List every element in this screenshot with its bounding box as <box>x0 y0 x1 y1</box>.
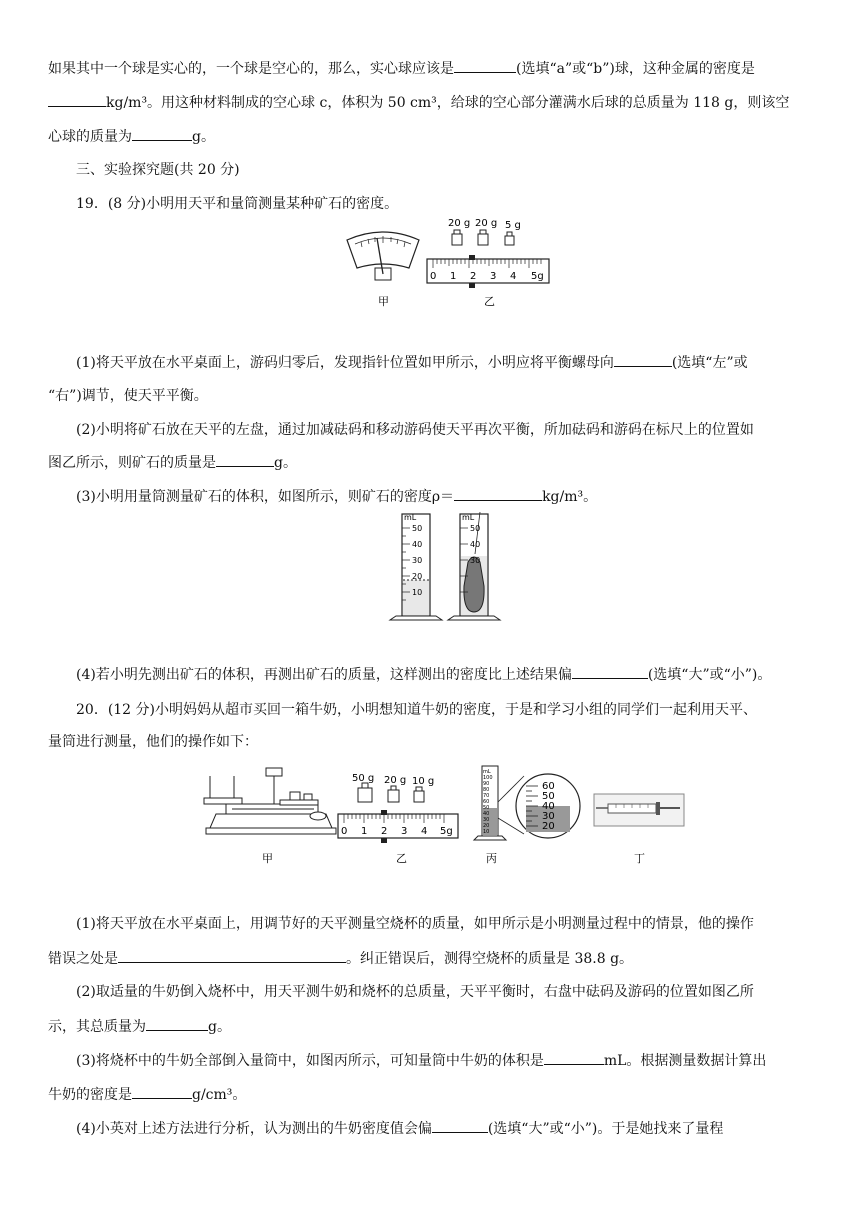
text-line <box>76 914 812 934</box>
weight-label: 20 g <box>475 218 498 229</box>
syringe-icon <box>594 794 684 826</box>
text-line <box>48 1016 812 1037</box>
weight-label: 10 g <box>412 776 435 787</box>
cylinder-tick: 80 <box>483 787 490 793</box>
figure-caption: 乙 <box>484 295 495 308</box>
text: 量筒进行测量，他们的操作如下： <box>48 734 258 750</box>
cylinder-tick: 50 <box>470 524 481 533</box>
scale-tick-label: 1 <box>361 826 368 837</box>
zoom-tick: 60 <box>542 781 555 792</box>
text: (4)若小明先测出矿石的体积，再测出矿石的质量，这样测出的密度比上述结果偏 <box>76 667 572 683</box>
q20-figure-svg <box>196 762 696 870</box>
text-line <box>76 1118 812 1139</box>
scale-tick-label: 4 <box>510 271 517 282</box>
cylinder-tick: 100 <box>483 775 493 781</box>
weight-label: 20 g <box>384 775 407 786</box>
zoom-tick: 30 <box>542 811 555 822</box>
text: (3)将烧杯中的牛奶全部倒入量筒中，如图丙所示，可知量筒中牛奶的体积是 <box>76 1053 544 1069</box>
text-line <box>76 486 812 507</box>
question-stem <box>76 700 812 720</box>
answer-blank[interactable] <box>454 58 516 73</box>
text: 图乙所示，则矿石的质量是 <box>48 455 216 471</box>
cylinder-tick: 20 <box>483 823 490 829</box>
answer-blank[interactable] <box>132 1084 192 1099</box>
cylinder-tick: 40 <box>470 540 481 549</box>
text-line <box>48 1084 812 1105</box>
figure-balance-q19 <box>335 212 565 312</box>
cylinder-tick: 50 <box>412 524 423 533</box>
rider-marker <box>469 255 475 260</box>
scale-tick-label: 5g <box>440 826 453 837</box>
text: g。 <box>274 455 297 471</box>
text: 。纠正错误后，测得空烧杯的质量是 38.8 g。 <box>346 951 634 967</box>
weight-label: 5 g <box>505 220 521 231</box>
text-line <box>48 126 812 147</box>
weight-label: 50 g <box>352 773 375 784</box>
text: mL。根据测量数据计算出 <box>603 1053 767 1069</box>
figure-caption: 丙 <box>486 852 497 865</box>
scale-tick-label: 5g <box>531 271 544 282</box>
zoom-tick: 40 <box>542 801 555 812</box>
balance-icon <box>204 768 336 834</box>
text: 错误之处是 <box>48 951 118 967</box>
scale-tick-label: 3 <box>490 271 497 282</box>
text: (3)小明用量筒测量矿石的体积，如图所示，则矿石的密度ρ＝ <box>76 489 455 505</box>
text-line <box>48 92 812 113</box>
cylinder-tick: 90 <box>483 781 490 787</box>
text: (1)将天平放在水平桌面上，用调节好的天平测量空烧杯的质量，如甲所示是小明测量过程中的情景，他的操作 <box>76 916 754 932</box>
text: (选填“左”或 <box>671 355 748 371</box>
weight-label: 20 g <box>448 218 471 229</box>
weights-icon <box>452 230 514 245</box>
cylinder-tick: 70 <box>483 793 490 799</box>
scale-tick-label: 0 <box>430 271 437 282</box>
cylinder-tick: 40 <box>483 811 490 817</box>
text-line <box>76 352 812 373</box>
text-line <box>76 1050 812 1071</box>
answer-blank[interactable] <box>614 352 672 367</box>
cylinder-tick: 40 <box>412 540 423 549</box>
answer-blank[interactable] <box>216 452 274 467</box>
cylinder-tick: 30 <box>470 556 481 565</box>
figure-caption: 乙 <box>396 852 407 865</box>
text: (选填“大”或“小”)。于是她找来了量程 <box>487 1121 724 1137</box>
figure-caption: 丁 <box>634 852 645 865</box>
text-line <box>48 948 812 969</box>
text-line <box>76 420 812 440</box>
answer-blank[interactable] <box>48 92 106 107</box>
text: g。 <box>192 129 215 145</box>
text: 牛奶的密度是 <box>48 1087 132 1103</box>
rider-marker <box>469 283 475 288</box>
text: g。 <box>208 1019 231 1035</box>
text: (选填“大”或“小”)。 <box>647 667 772 683</box>
cylinder-tick: 30 <box>483 817 490 823</box>
text: “右”)调节，使天平平衡。 <box>48 388 208 404</box>
scale-tick-label: 1 <box>450 271 457 282</box>
figure-caption: 甲 <box>378 295 389 308</box>
figure-cylinders-q19 <box>372 506 502 628</box>
scale-tick-label: 4 <box>421 826 428 837</box>
balance-figure-svg <box>335 212 565 312</box>
cylinder-tick: 30 <box>412 556 423 565</box>
scale-tick-label: 0 <box>341 826 348 837</box>
answer-blank[interactable] <box>146 1016 208 1031</box>
section-heading <box>76 160 812 180</box>
rider-marker <box>381 810 387 815</box>
text-line <box>48 452 812 473</box>
scale-tick-label: 3 <box>401 826 408 837</box>
cylinder-unit: mL <box>462 513 475 522</box>
text: 三、实验探究题(共 20 分) <box>76 162 240 178</box>
answer-blank[interactable] <box>544 1050 604 1065</box>
rider-marker <box>381 838 387 843</box>
text: (选填“a”或“b”)球，这种金属的密度是 <box>516 61 755 77</box>
text: 20．(12 分)小明妈妈从超市买回一箱牛奶，小明想知道牛奶的密度，于是和学习小组的同学们一起利用天平、 <box>76 702 758 718</box>
cylinder-tick: 10 <box>412 588 423 597</box>
text-line <box>76 982 812 1002</box>
text: kg/m³。用这种材料制成的空心球 c，体积为 50 cm³，给球的空心部分灌满水后球的总质量为 118 g，则该空 <box>106 95 790 111</box>
answer-blank[interactable] <box>132 126 192 141</box>
cylinder-tick: 50 <box>483 805 490 811</box>
text: (2)取适量的牛奶倒入烧杯中，用天平测牛奶和烧杯的总质量，天平平衡时，右盘中砝码及游码的位置如图乙所 <box>76 984 754 1000</box>
zoom-tick: 50 <box>542 791 555 802</box>
question-stem <box>76 194 812 214</box>
cylinder-tick: 20 <box>412 572 423 581</box>
answer-blank[interactable] <box>118 948 346 963</box>
answer-blank[interactable] <box>454 486 542 501</box>
text: 19．(8 分)小明用天平和量筒测量某种矿石的密度。 <box>76 196 399 212</box>
cylinders-svg <box>372 506 502 628</box>
scale-tick-label: 2 <box>470 271 477 282</box>
text: 如果其中一个球是实心的，一个球是空心的，那么，实心球应该是 <box>48 61 454 77</box>
text: g/cm³。 <box>192 1087 247 1103</box>
text: (1)将天平放在水平桌面上，游码归零后，发现指针位置如甲所示，小明应将平衡螺母向 <box>76 355 614 371</box>
cylinder-unit: mL <box>483 769 491 775</box>
text-line <box>76 664 812 685</box>
scale-tick-label: 2 <box>381 826 388 837</box>
answer-blank[interactable] <box>572 664 648 679</box>
text-line <box>48 58 812 79</box>
cylinder-tick: 10 <box>483 829 490 835</box>
text: kg/m³。 <box>542 489 598 505</box>
figure-q20 <box>196 762 696 870</box>
text: (4)小英对上述方法进行分析，认为测出的牛奶密度值会偏 <box>76 1121 432 1137</box>
zoom-tick: 20 <box>542 821 555 832</box>
text-line <box>48 386 812 406</box>
figure-caption: 甲 <box>262 852 273 865</box>
text-line <box>48 732 812 752</box>
cylinder-unit: mL <box>404 513 417 522</box>
text: 示，其总质量为 <box>48 1019 146 1035</box>
cylinder-tick: 60 <box>483 799 490 805</box>
text: 心球的质量为 <box>48 129 132 145</box>
answer-blank[interactable] <box>432 1118 488 1133</box>
pointer-dial-icon <box>347 232 419 280</box>
text: (2)小明将矿石放在天平的左盘，通过加减砝码和移动游码使天平再次平衡，所加砝码和游码在标尺上的位置如 <box>76 422 754 438</box>
